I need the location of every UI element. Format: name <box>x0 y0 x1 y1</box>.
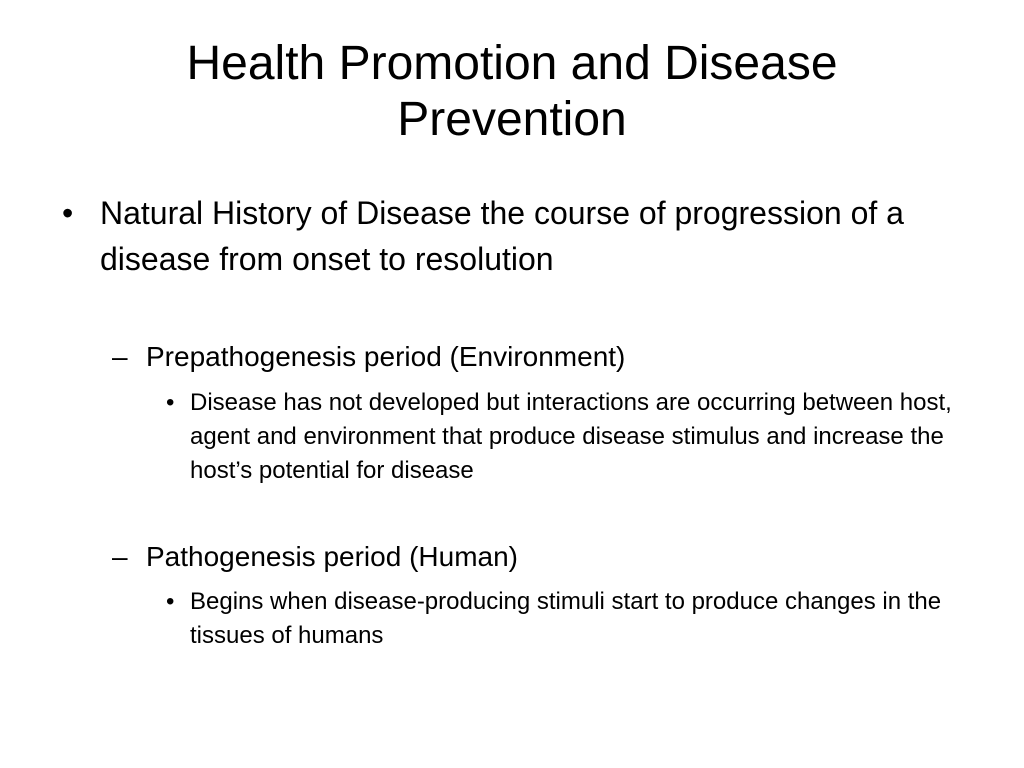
detail-prepathogenesis <box>62 386 962 488</box>
bullet-natural-history <box>62 190 962 282</box>
subbullet-prepathogenesis <box>62 340 962 374</box>
slide-title <box>60 36 964 148</box>
bullet-icon: • <box>62 195 74 231</box>
slide-title-line1: Health Promotion and Disease <box>186 37 838 90</box>
subbullet-pathogenesis <box>62 540 962 574</box>
bullet-natural-history-text: Natural History of Disease the course of progression of a disease from onset to resolution <box>100 195 904 277</box>
subbullet-prepathogenesis-text: Prepathogenesis period (Environment) <box>146 341 626 372</box>
detail-pathogenesis-text: Begins when disease-producing stimuli start to produce changes in the tissues of humans <box>190 588 942 649</box>
bullet-icon: • <box>166 588 175 615</box>
bullet-icon: • <box>166 389 175 416</box>
subbullet-pathogenesis-text: Pathogenesis period (Human) <box>146 541 518 572</box>
detail-pathogenesis <box>62 585 962 653</box>
detail-prepathogenesis-text: Disease has not developed but interactions are occurring between host, agent and environment that produce disease stimulus and increase the host’s potential for disease <box>190 389 952 484</box>
dash-icon: – <box>112 541 128 572</box>
dash-icon: – <box>112 341 128 372</box>
slide-title-line2: Prevention <box>397 93 627 146</box>
